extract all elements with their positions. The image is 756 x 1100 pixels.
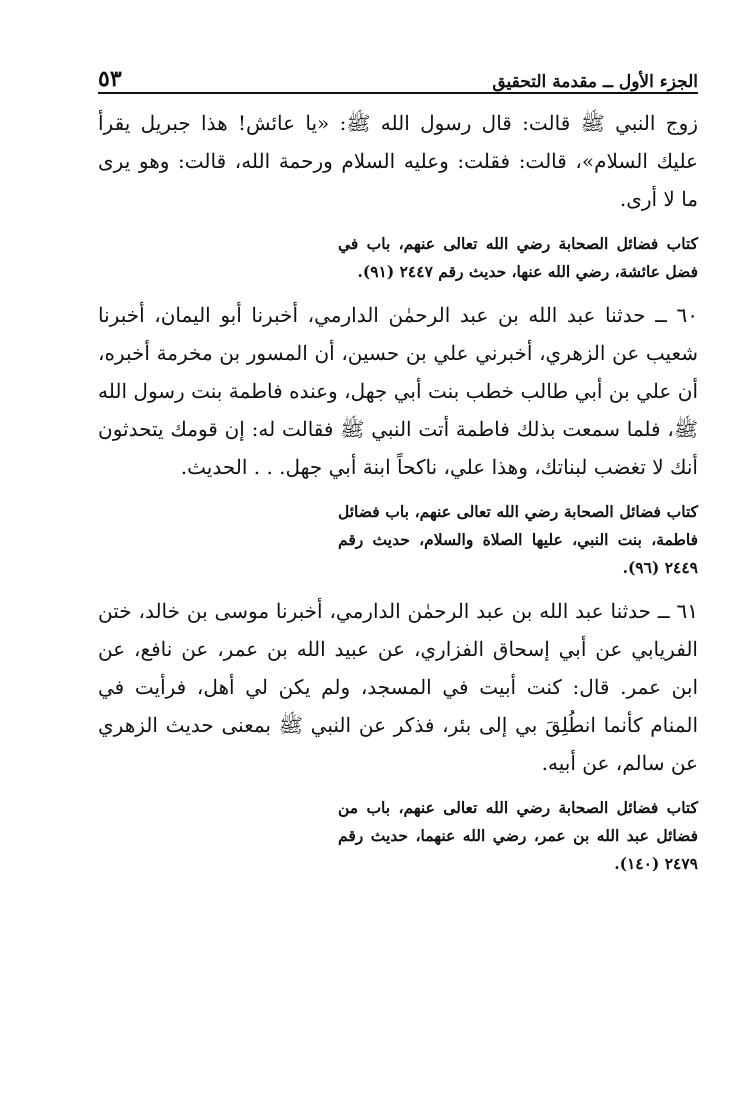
page-body <box>98 104 698 878</box>
hadith-paragraph: ٦١ ــ حدثنا عبد الله بن عبد الرحمٰن الدارمي، أخبرنا موسى بن خالد، ختن الفريابي عن أبي إسحاق الفزاري، عن عبيد الله بن عمر، عن نافع، عن ابن عمر. قال: كنت أبيت في المسجد، ولم يكن لي أهل، فرأيت في المنام كأنما انطُلِقَ بي إلى بئر، فذكر عن النبي ﷺ بمعنى حديث الزهري عن سالم، عن أبيه. <box>98 599 698 775</box>
page-number: ٥٣ <box>98 66 122 92</box>
paragraph: زوج النبي ﷺ قالت: قال رسول الله ﷺ: «يا عائش! هذا جبريل يقرأ عليك السلام»، قالت: فقلت: وعليه السلام ورحمة الله، قالت: وهو يرى ما لا أرى. <box>98 111 698 211</box>
hadith-paragraph: ٦٠ ــ حدثنا عبد الله بن عبد الرحمٰن الدارمي، أخبرنا أبو اليمان، أخبرنا شعيب عن الزهري، أخبرني علي بن حسين، أن المسور بن مخرمة أخبره، أن علي بن أبي طالب خطب بنت أبي جهل، وعنده فاطمة بنت رسول الله ﷺ، فلما سمعت بذلك فاطمة أتت النبي ﷺ فقالت له: إن قومك يتحدثون أنك لا تغضب لبناتك، وهذا علي، ناكحاً ابنة أبي جهل. . . الحديث. <box>98 303 698 479</box>
page-header <box>98 58 698 94</box>
running-head: الجزء الأول ــ مقدمة التحقيق <box>492 72 698 92</box>
book-page <box>98 58 698 1058</box>
reference-note: كتاب فضائل الصحابة رضي الله تعالى عنهم، باب من فضائل عبد الله بن عمر، رضي الله عنهما، حديث رقم ٢٤٧٩ (١٤٠). <box>338 798 698 873</box>
reference-note: كتاب فضائل الصحابة رضي الله تعالى عنهم، باب في فضل عائشة، رضي الله عنها، حديث رقم ٢٤٤٧ (٩١). <box>338 234 698 281</box>
reference-note: كتاب فضائل الصحابة رضي الله تعالى عنهم، باب فضائل فاطمة، بنت النبي، عليها الصلاة والسلام، حديث رقم ٢٤٤٩ (٩٦). <box>338 502 698 577</box>
